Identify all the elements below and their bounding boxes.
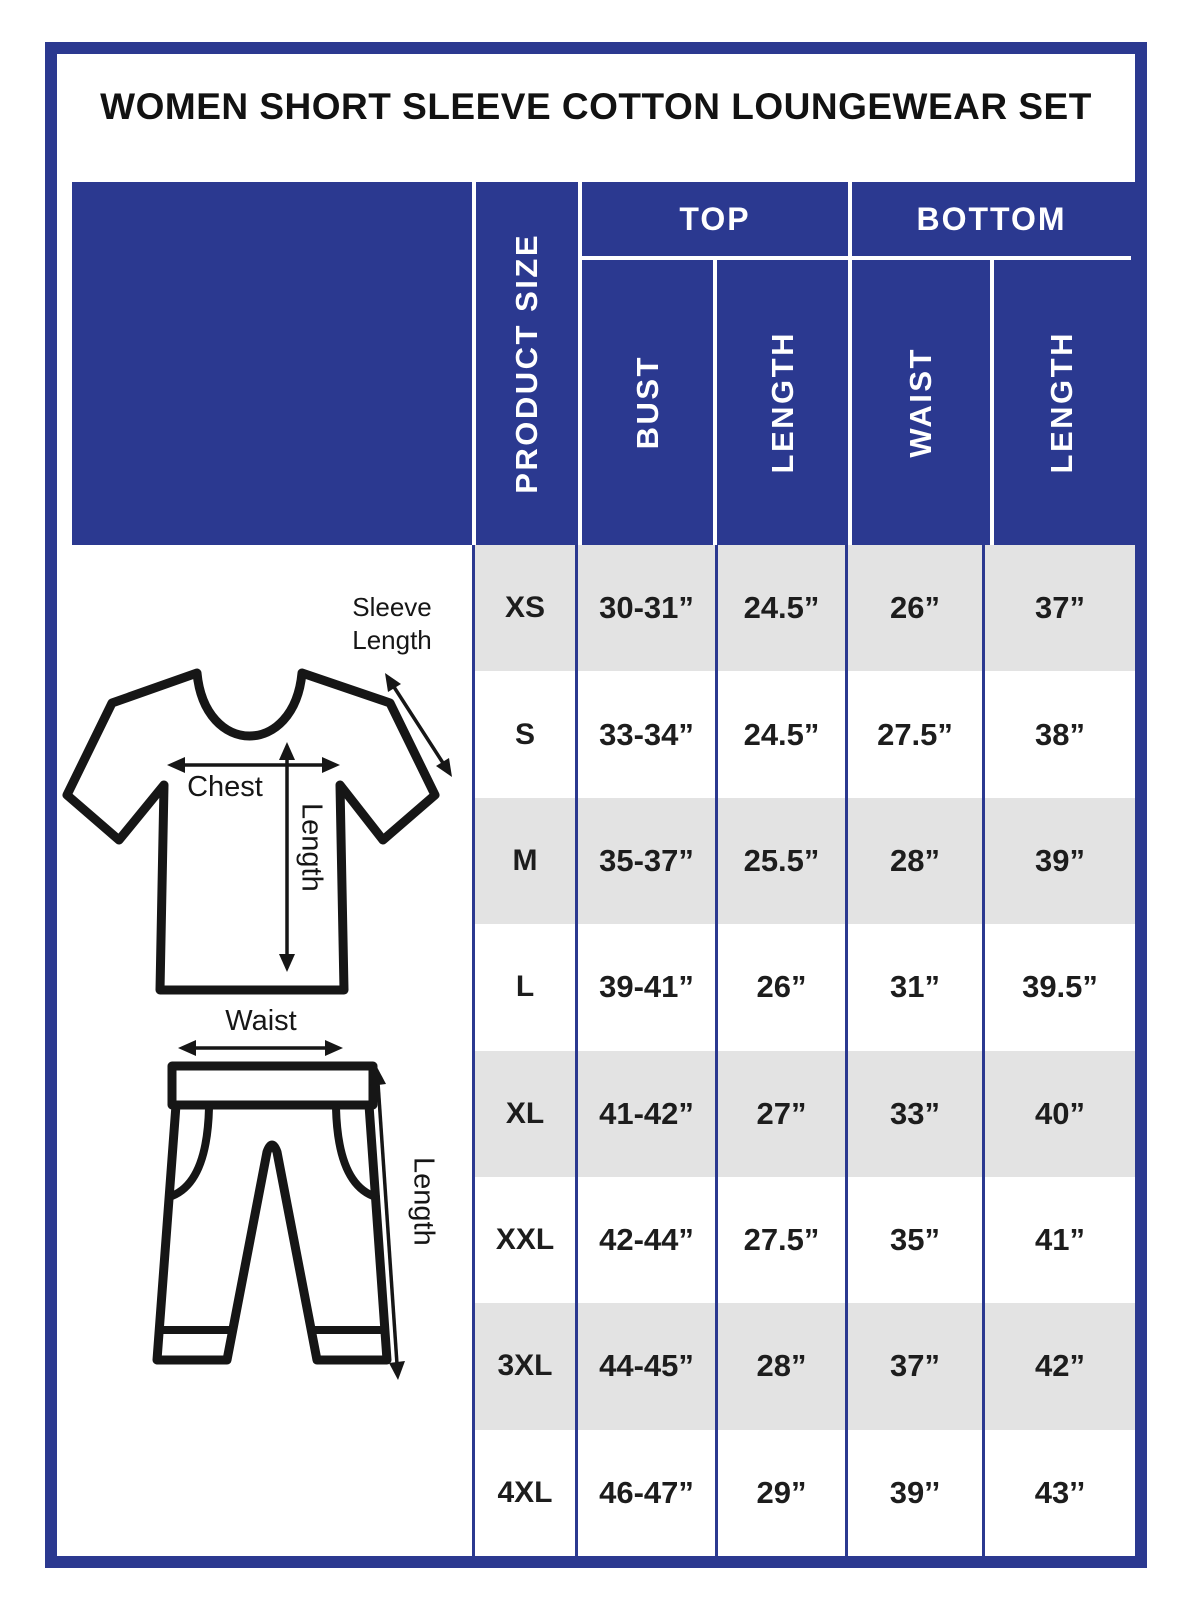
- cell-size: M: [475, 798, 578, 924]
- header-blank-zone: [72, 182, 472, 545]
- table-row-m: [475, 798, 1135, 924]
- cell-waist: 35”: [848, 1177, 985, 1303]
- cell-size: 4XL: [475, 1430, 578, 1556]
- cell-top-length: 24.5”: [718, 545, 848, 671]
- page-title: WOMEN SHORT SLEEVE COTTON LOUNGEWEAR SET: [100, 86, 1092, 127]
- cell-bottom-length: 41”: [1035, 1222, 1085, 1258]
- cell-bust: 44-45”: [578, 1303, 718, 1429]
- waist-arrow-icon: [178, 1040, 343, 1056]
- cell-top-length: 25.5”: [718, 798, 848, 924]
- tshirt-diagram-icon: [67, 673, 435, 990]
- table-row-xs: [475, 545, 1135, 671]
- table-row-l: [475, 924, 1135, 1050]
- top-length-diagram-label: Length: [295, 803, 328, 892]
- table-row-s: [475, 671, 1135, 797]
- size-table-body: [472, 545, 1135, 1556]
- table-row-4xl: [475, 1430, 1135, 1556]
- bottom-length-diagram-label: Length: [407, 1157, 440, 1246]
- cell-top-length: 27.5”: [718, 1177, 848, 1303]
- cell-bottom-length: 39”: [1035, 842, 1085, 878]
- cell-bust: 33-34”: [578, 671, 718, 797]
- header-product-size: [472, 182, 578, 545]
- cell-top-length: 24.5”: [718, 671, 848, 797]
- cell-top-length: 26”: [718, 924, 848, 1050]
- waist-diagram-label: Waist: [225, 1005, 297, 1037]
- cell-bottom-length: 40”: [1035, 1095, 1085, 1131]
- top-group-label: TOP: [582, 182, 848, 260]
- bottom-group-label: BOTTOM: [852, 182, 1131, 260]
- measurement-diagrams: [57, 545, 472, 1556]
- cell-top-length: 28”: [718, 1303, 848, 1429]
- pants-diagram-icon: [157, 1066, 387, 1360]
- cell-waist: 31”: [848, 924, 985, 1050]
- cell-waist: 33”: [848, 1051, 985, 1177]
- cell-waist: 28”: [848, 798, 985, 924]
- header-bust: [582, 260, 713, 545]
- cell-bust: 46-47”: [578, 1430, 718, 1556]
- table-row-xxl: [475, 1177, 1135, 1303]
- top-length-label: LENGTH: [764, 331, 800, 474]
- cell-size: XS: [475, 545, 578, 671]
- cell-waist: 26”: [848, 545, 985, 671]
- table-row-3xl: [475, 1303, 1135, 1429]
- cell-bust: 42-44”: [578, 1177, 718, 1303]
- cell-size: XXL: [475, 1177, 578, 1303]
- cell-size: XL: [475, 1051, 578, 1177]
- header-bottom-length: [990, 260, 1132, 545]
- cell-waist: 39’’: [848, 1430, 985, 1556]
- waist-label: WAIST: [902, 347, 938, 458]
- sleeve-length-diagram-label: Sleeve Length: [352, 592, 432, 655]
- table-header: [72, 182, 1135, 545]
- cell-bottom-length: 39.5”: [1022, 969, 1098, 1005]
- cell-bust: 30-31”: [578, 545, 718, 671]
- cell-bottom-length: 38”: [1035, 716, 1085, 752]
- header-group-top: [578, 182, 848, 545]
- header-top-length: [713, 260, 848, 545]
- cell-top-length: 29”: [718, 1430, 848, 1556]
- cell-bottom-length: 43’’: [1034, 1474, 1086, 1510]
- cell-size: 3XL: [475, 1303, 578, 1429]
- cell-waist: 27.5”: [848, 671, 985, 797]
- cell-bust: 35-37”: [578, 798, 718, 924]
- bottom-length-label: LENGTH: [1044, 331, 1080, 474]
- cell-top-length: 27”: [718, 1051, 848, 1177]
- table-row-xl: [475, 1051, 1135, 1177]
- cell-size: L: [475, 924, 578, 1050]
- cell-waist: 37”: [848, 1303, 985, 1429]
- chest-diagram-label: Chest: [187, 771, 263, 803]
- product-size-label: PRODUCT SIZE: [509, 233, 544, 494]
- header-waist: [852, 260, 990, 545]
- header-group-bottom: [848, 182, 1131, 545]
- cell-bust: 41-42”: [578, 1051, 718, 1177]
- diagram-canvas: [57, 545, 472, 1556]
- cell-bust: 39-41”: [578, 924, 718, 1050]
- bust-label: BUST: [629, 355, 665, 450]
- cell-size: S: [475, 671, 578, 797]
- cell-bottom-length: 42”: [1035, 1348, 1085, 1384]
- cell-bottom-length: 37”: [1035, 590, 1085, 626]
